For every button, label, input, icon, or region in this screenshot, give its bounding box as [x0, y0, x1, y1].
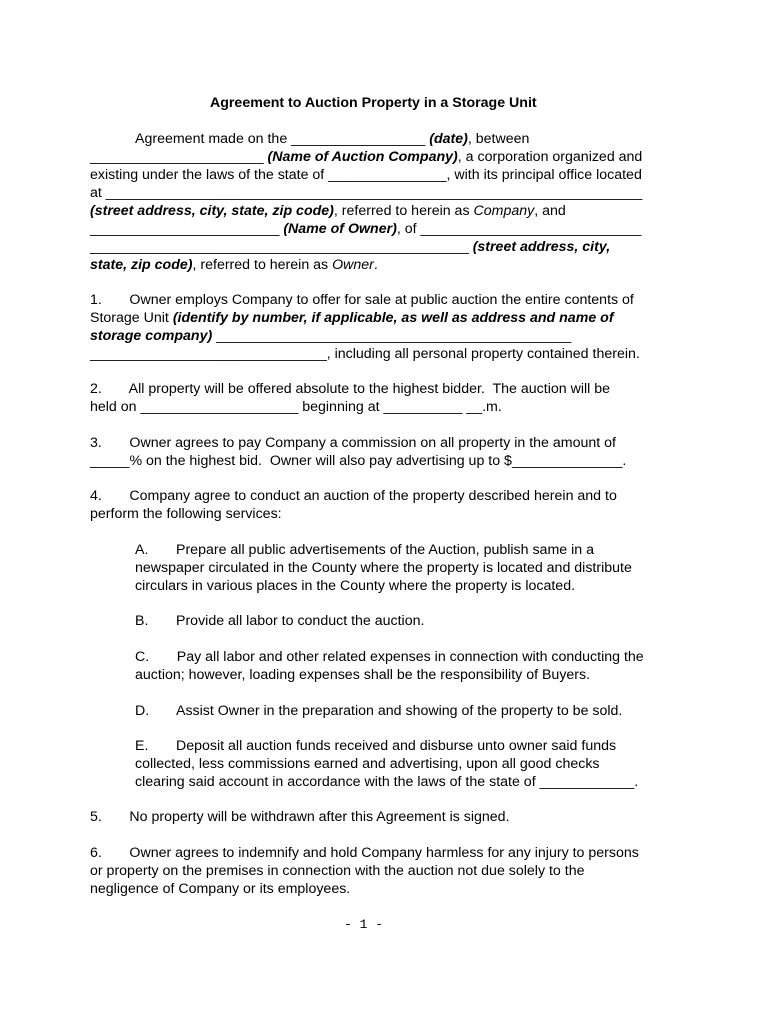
intro-line-1: [135, 130, 529, 148]
para-2-line-2: held on ____________________ beginning at __________ __.m.: [90, 399, 502, 415]
para-1-line-2: [90, 309, 614, 327]
para-3-line-2: _____% on the highest bid. Owner will also pay advertising up to $______________.: [90, 453, 627, 469]
owner-address-label: state, zip code): [90, 257, 193, 273]
owner-address-label: (street address, city,: [472, 239, 611, 255]
document-title: Agreement to Auction Property in a Storage Unit: [210, 95, 537, 111]
para-text: Storage Unit: [90, 310, 173, 326]
intro-text: , a corporation organized and: [457, 149, 643, 165]
para-text: _____________________________________________: [212, 328, 572, 344]
intro-line-6: [90, 220, 641, 238]
para-4-line-1: 4. Company agree to conduct an auction of the property described herein and to: [90, 488, 617, 504]
service-e-line-1: E. Deposit all auction funds received and disburse unto owner said funds: [135, 738, 617, 754]
para-2-line-1: 2. All property will be offered absolute to the highest bidder. The auction will be: [90, 381, 610, 397]
date-label: (date): [429, 131, 468, 147]
owner-name-label: (Name of Owner): [283, 221, 397, 237]
owner-term: Owner: [332, 257, 374, 273]
company-term: Company: [473, 203, 535, 219]
para-1-line-1: 1. Owner employs Company to offer for sale at public auction the entire contents of: [90, 292, 634, 308]
para-6-line-1: 6. Owner agrees to indemnify and hold Company harmless for any injury to persons: [90, 845, 639, 861]
para-6-line-2: or property on the premises in connection with the auction not due solely to the: [90, 863, 585, 879]
para-4-line-2: perform the following services:: [90, 506, 282, 522]
intro-text: ________________________: [90, 221, 284, 237]
intro-line-4: at ____________________________________________________________________: [90, 185, 643, 201]
para-3-line-1: 3. Owner agrees to pay Company a commission on all property in the amount of: [90, 435, 616, 451]
service-a-line-2: newspaper circulated in the County where the property is located and distribute: [135, 560, 632, 576]
service-e-line-2: collected, less commissions earned and advertising, upon all good checks: [135, 756, 600, 772]
intro-text: , of ____________________________: [396, 221, 642, 237]
para-5-line-1: 5. No property will be withdrawn after this Agreement is signed.: [90, 809, 510, 825]
service-d-line-1: D. Assist Owner in the preparation and showing of the property to be sold.: [135, 703, 623, 719]
service-b-line-1: B. Provide all labor to conduct the auction.: [135, 613, 425, 629]
intro-line-3: existing under the laws of the state of _______________, with its principal office located: [90, 167, 642, 183]
para-1-line-4: ______________________________, including all personal property contained therein.: [90, 346, 640, 362]
para-6-line-3: negligence of Company or its employees.: [90, 881, 351, 897]
intro-text: , referred to herein as: [333, 203, 474, 219]
page-number: - 1 -: [344, 917, 384, 932]
intro-text: ______________________: [90, 149, 268, 165]
intro-line-5: [90, 202, 566, 220]
storage-unit-label: (identify by number, if applicable, as well as address and name of: [172, 310, 614, 326]
service-c-line-1: C. Pay all labor and other related expenses in connection with conducting the: [135, 649, 644, 665]
intro-text: , and: [534, 203, 566, 219]
auction-company-label: (Name of Auction Company): [267, 149, 458, 165]
intro-text: .: [373, 257, 378, 273]
intro-line-8: [90, 256, 378, 274]
intro-line-2: [90, 148, 642, 166]
service-e-line-3: clearing said account in accordance with the laws of the state of ____________.: [135, 774, 639, 790]
company-address-label: (street address, city, state, zip code): [90, 203, 334, 219]
para-1-line-3: [90, 327, 571, 345]
service-a-line-3: circulars in various places in the County where the property is located.: [135, 578, 576, 594]
storage-unit-label: storage company): [90, 328, 213, 344]
intro-text: Agreement made on the _________________: [135, 131, 430, 147]
intro-text: , between: [467, 131, 530, 147]
service-c-line-2: auction; however, loading expenses shall be the responsibility of Buyers.: [135, 667, 591, 683]
intro-line-7: [90, 238, 610, 256]
intro-text: ________________________________________________: [90, 239, 473, 255]
service-a-line-1: A. Prepare all public advertisements of the Auction, publish same in a: [135, 542, 594, 558]
intro-text: , referred to herein as: [192, 257, 333, 273]
